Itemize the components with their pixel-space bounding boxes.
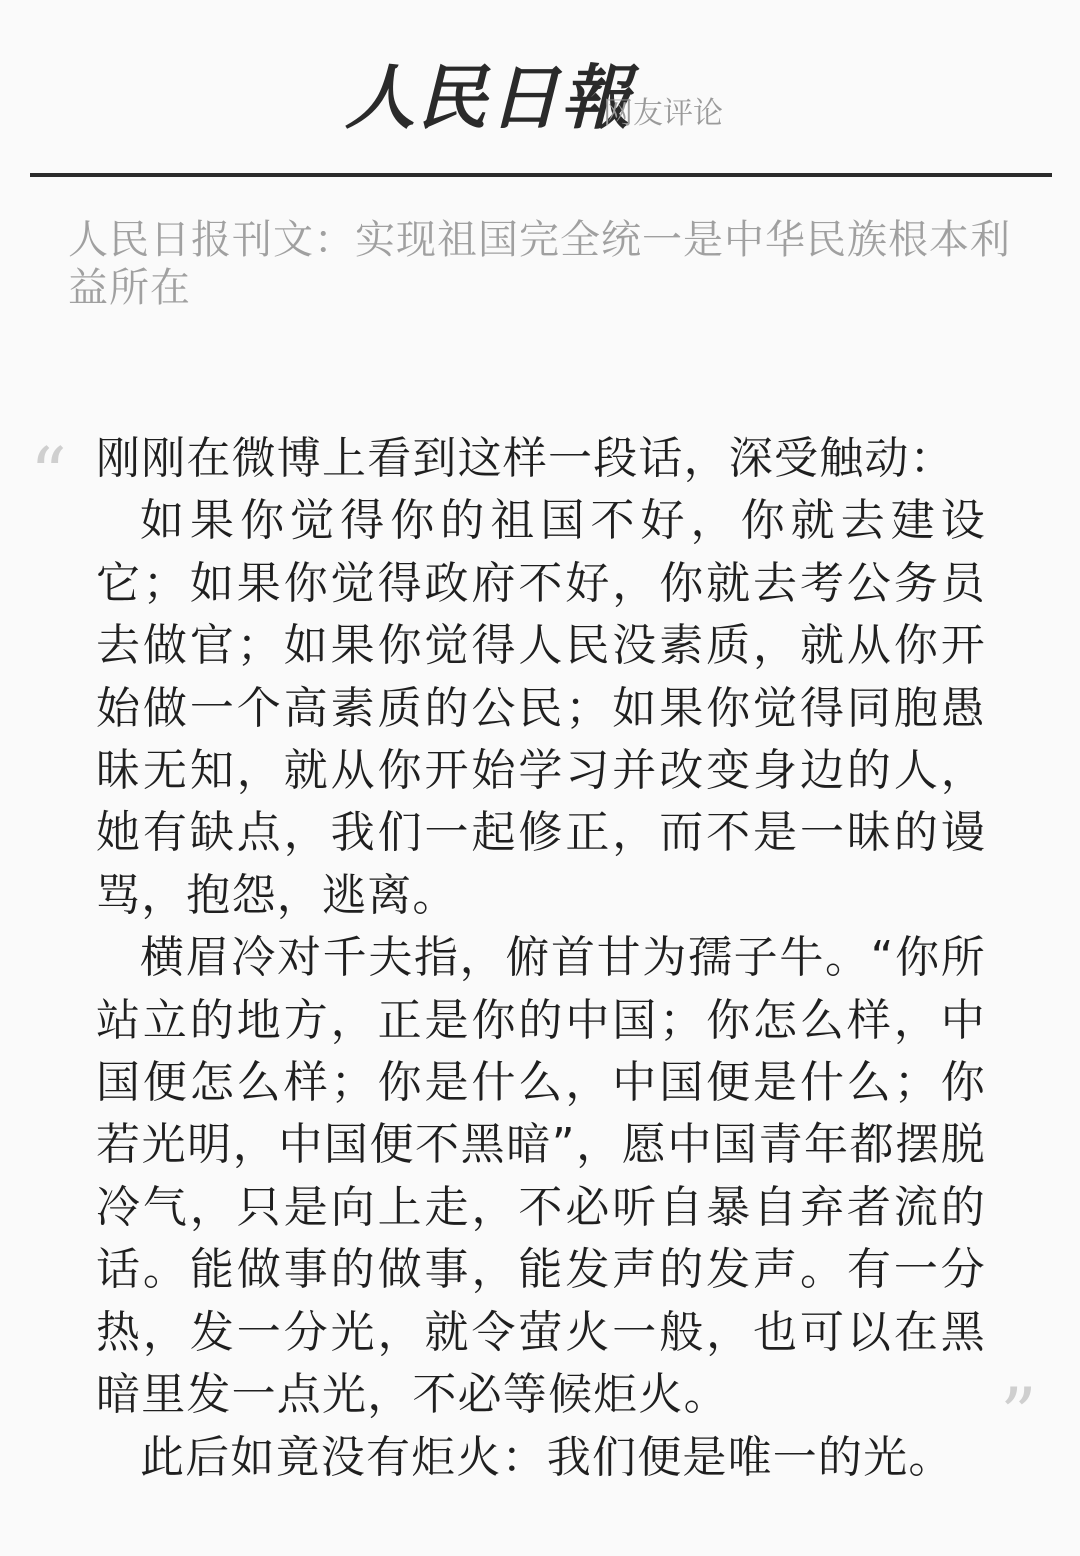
body-paragraph-3: 此后如竟没有炬火：我们便是唯一的光。: [140, 1431, 954, 1483]
article-body: [96, 428, 986, 1489]
newspaper-logo: 人民日報: [345, 56, 633, 139]
section-label: 网友评论: [603, 96, 723, 131]
article-headline: 人民日报刊文：实现祖国完全统一是中华民族根本利益所在: [68, 217, 1011, 311]
close-quote-icon: ”: [1000, 1372, 1037, 1456]
body-paragraph-1: 如果你觉得你的祖国不好，你就去建设它；如果你觉得政府不好，你就去考公务员去做官；如果你觉得人民没素质，就从你开始做一个高素质的公民；如果你觉得同胞愚昧无知，就从你开始学习并改变身边的人，她有缺点，我们一起修正，而不是一昧的谩骂，抱怨，逃离。: [96, 495, 986, 921]
open-quote-icon: “: [30, 432, 67, 516]
body-paragraph-2: 横眉冷对千夫指，俯首甘为孺子牛。“你所站立的地方，正是你的中国；你怎么样，中国便怎么样；你是什么，中国便是什么；你若光明，中国便不黑暗”，愿中国青年都摆脱冷气，只是向上走，不必听自暴自弃者流的话。能做事的做事，能发声的发声。有一分热，发一分光，就令萤火一般，也可以在黑暗里发一点光，不必等候炬火。: [96, 932, 986, 1421]
body-paragraph-intro: 刚刚在微博上看到这样一段话，深受触动：: [96, 433, 955, 484]
header-divider: [30, 173, 1052, 177]
page-header: [0, 0, 1080, 180]
